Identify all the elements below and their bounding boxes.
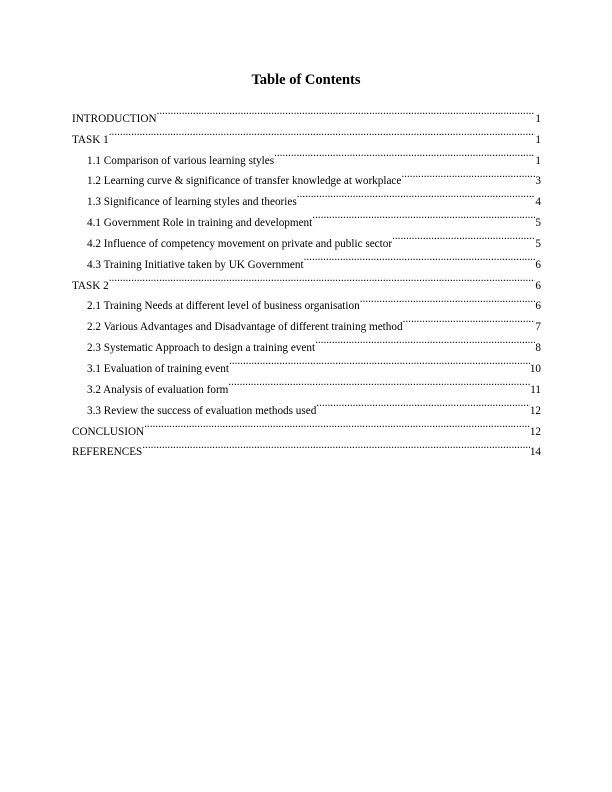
toc-entry[interactable] — [72, 289, 541, 313]
toc-entry-page-number: 1 — [535, 154, 541, 167]
toc-entry-text: TASK 2 — [72, 279, 109, 292]
toc-entry[interactable] — [72, 435, 541, 459]
toc-entry-page-number: 1 — [535, 133, 541, 146]
toc-dot-leader — [157, 101, 536, 122]
toc-entry-page-number: 7 — [535, 321, 541, 334]
toc-entry[interactable] — [72, 143, 541, 167]
toc-dot-leader — [228, 372, 530, 393]
toc-entry-text: 1.2 Learning curve & significance of transfer knowledge at workplace — [87, 175, 402, 188]
toc-entry-page-number: 6 — [535, 279, 541, 292]
toc-entry-page-number: 5 — [535, 237, 541, 250]
toc-entry-page-number: 8 — [535, 342, 541, 355]
toc-entry-page-number: 14 — [529, 446, 541, 459]
toc-dot-leader — [142, 435, 530, 456]
toc-entry-page-number: 11 — [530, 383, 541, 396]
toc-entry-text: 1.1 Comparison of various learning styles — [87, 154, 275, 167]
toc-entry-text: 3.1 Evaluation of training event — [87, 362, 229, 375]
toc-entry-page-number: 4 — [535, 196, 541, 209]
toc-entry-text: 3.2 Analysis of evaluation form — [87, 383, 229, 396]
toc-dot-leader — [274, 143, 535, 164]
toc-entry-page-number: 1 — [535, 112, 541, 125]
toc-entry-page-number: 12 — [529, 404, 541, 417]
toc-list — [72, 101, 541, 459]
toc-dot-leader — [392, 226, 535, 247]
toc-entry-text: 2.1 Training Needs at different level of business organisation — [87, 300, 360, 313]
toc-entry-text: 1.3 Significance of learning styles and theories — [87, 196, 297, 209]
toc-dot-leader — [144, 414, 530, 435]
toc-dot-leader — [312, 205, 535, 226]
toc-entry-page-number: 6 — [535, 300, 541, 313]
toc-entry-page-number: 5 — [535, 217, 541, 230]
toc-entry-text: CONCLUSION — [72, 425, 145, 438]
toc-entry-page-number: 3 — [535, 175, 541, 188]
toc-entry-text: 3.3 Review the success of evaluation methods used — [87, 404, 317, 417]
toc-dot-leader — [229, 351, 530, 372]
toc-dot-leader — [360, 289, 536, 310]
toc-entry-text: 2.3 Systematic Approach to design a training event — [87, 342, 316, 355]
toc-entry-page-number: 12 — [529, 425, 541, 438]
toc-dot-leader — [316, 393, 530, 414]
toc-entry[interactable] — [72, 122, 541, 146]
toc-dot-leader — [297, 184, 536, 205]
toc-entry-text: REFERENCES — [72, 446, 143, 459]
toc-entry-page-number: 10 — [529, 362, 541, 375]
toc-entry[interactable] — [72, 268, 541, 292]
toc-dot-leader — [315, 330, 535, 351]
toc-entry-text: TASK 1 — [72, 133, 109, 146]
toc-entry-text: INTRODUCTION — [72, 112, 157, 125]
toc-title: Table of Contents — [251, 72, 361, 88]
toc-dot-leader — [403, 309, 536, 330]
toc-dot-leader — [304, 247, 536, 268]
toc-entry-page-number: 6 — [535, 258, 541, 271]
toc-entry[interactable] — [72, 101, 541, 125]
toc-entry-text: 4.3 Training Initiative taken by UK Government — [87, 258, 304, 271]
toc-entry-text: 4.1 Government Role in training and development — [87, 217, 313, 230]
toc-entry-text: 2.2 Various Advantages and Disadvantage of different training method — [87, 321, 403, 334]
toc-entry-text: 4.2 Influence of competency movement on private and public sector — [87, 237, 393, 250]
toc-dot-leader — [109, 122, 536, 143]
toc-dot-leader — [401, 164, 535, 185]
toc-dot-leader — [109, 268, 536, 289]
